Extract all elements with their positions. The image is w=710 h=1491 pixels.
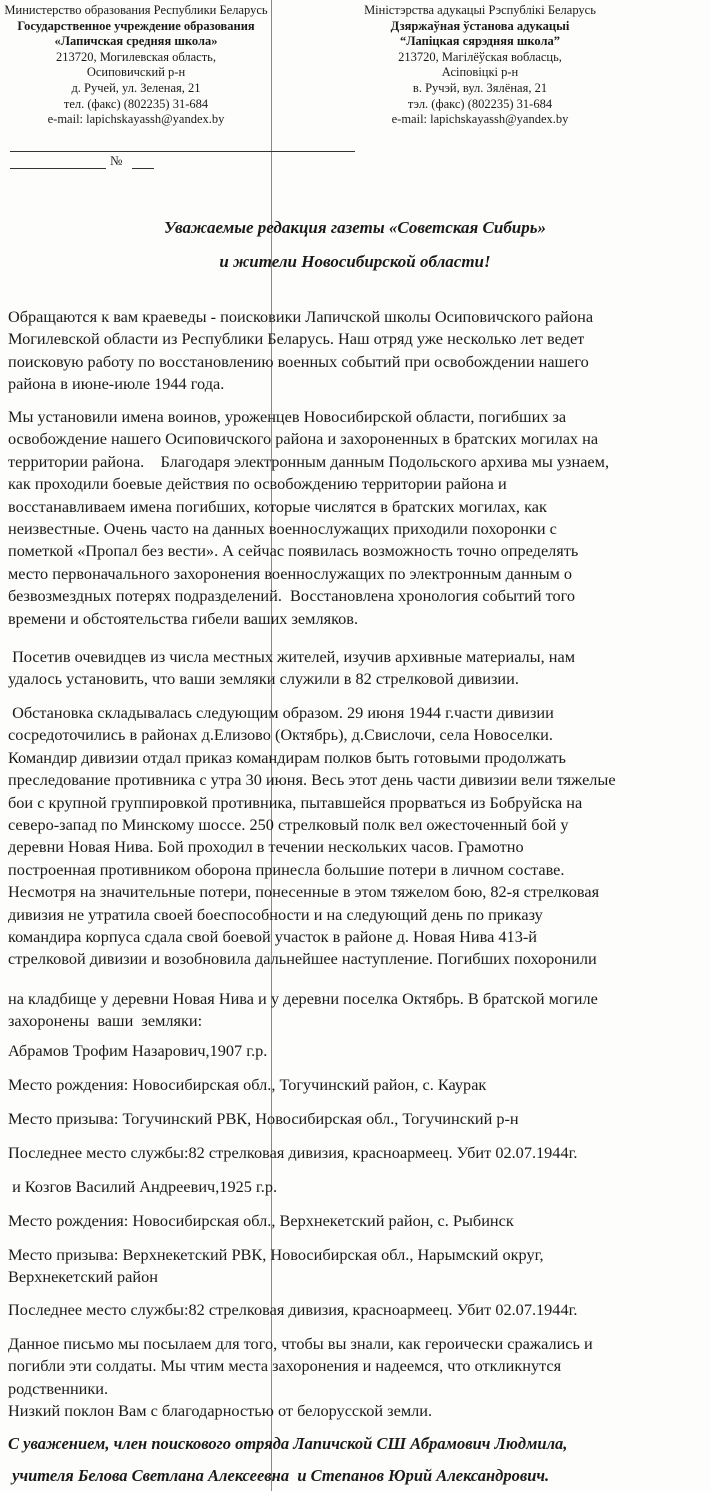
- soldier-1-name: [8, 1040, 708, 1062]
- text-line: захоронены ваши земляки:: [8, 1011, 203, 1031]
- text-line: Место рождения: Новосибирская обл., Тогучинский район, с. Каурак: [8, 1075, 487, 1094]
- text-line: Мы установили имена воинов, уроженцев Новосибирской области, погибших за: [8, 407, 567, 426]
- letterhead-left-russian: [0, 3, 272, 128]
- soldier-2-name: [8, 1176, 708, 1198]
- text-line: Обращаются к вам краеведы - поисковики Лапичской школы Осиповичского района: [8, 307, 594, 326]
- text-line: времени и обстоятельства гибели ваших земляков.: [8, 608, 359, 628]
- soldier-2-draft: [8, 1244, 708, 1289]
- institution-type-by: Дзяржаўная ўстанова адукацыi: [390, 18, 570, 33]
- text-line: территории района. Благодаря электронным данным Подольского архива мы узнаем,: [8, 451, 610, 471]
- text-line: безвозмездных потерях подразделений. Восстановлена хронология событий того: [8, 586, 576, 606]
- text-line: освобождение нашего Осиповичского района и захороненных в братских могилах на: [8, 429, 599, 449]
- ministry-name: Министерство образования Республики Беларусь: [4, 3, 268, 17]
- text-line: Данное письмо мы посылаем для того, чтобы вы знали, как героически сражались и: [8, 1334, 593, 1353]
- street-address: д. Ручей, ул. Зеленая, 21: [71, 80, 201, 95]
- ministry-name-by: Мiнiстэрства адукацыi Рэспублiкi Беларусь: [364, 3, 596, 17]
- text-line: восстанавливаем имена погибших, которые числятся в братских могилах, как: [8, 496, 547, 516]
- text-line: Командир дивизии отдал приказ командирам полков быть готовыми продолжать: [8, 747, 566, 767]
- district: Осиповичский р-н: [86, 65, 186, 80]
- text-line: Место призыва: Тогучинский РВК, Новосибирская обл., Тогучинский р-н: [8, 1109, 519, 1128]
- text-line: бои с крупной группировкой противника, пытавшейся прорваться из Бобруйска на: [8, 792, 583, 812]
- text-line: построенная противником оборона принесла большие потери в личном составе.: [8, 859, 565, 879]
- text-line: поисковую работу по восстановлению военных событий при освобождении нашего: [8, 351, 589, 371]
- text-line: неизвестные. Очень часто на данных военнослужащих приходили похоронки с: [8, 519, 557, 539]
- soldier-2-birthplace: [8, 1210, 708, 1232]
- ref-number-line: [132, 168, 154, 169]
- title-line-2: и жители Новосибирской области!: [219, 252, 491, 271]
- paragraph-closing: [8, 1333, 708, 1423]
- phone-fax-by: тэл. (факс) (802235) 31-684: [407, 96, 553, 111]
- text-line: Могилевской области из Республики Беларусь. Наш отряд уже несколько лет ведет: [8, 329, 585, 349]
- soldier-1-draft: [8, 1108, 708, 1130]
- postal-region: 213720, Могилевская область,: [55, 49, 216, 64]
- soldier-1-service: [8, 1142, 708, 1164]
- text-line: Несмотря на значительные потери, понесенные в этом тяжелом бою, 82-я стрелковая: [8, 882, 600, 902]
- text-line: на кладбище у деревни Новая Нива и у деревни поселка Октябрь. В братской могиле: [8, 989, 598, 1008]
- title-line-1: Уважаемые редакция газеты «Советская Сибирь»: [163, 218, 547, 237]
- text-line: как проходили боевые действия по освобождению территории района и: [8, 474, 507, 494]
- institution-type: Государственное учреждение образования: [17, 18, 255, 33]
- text-line: сосредоточились в районах д.Елизово (Октябрь), д.Свислочи, села Новоселки.: [8, 725, 553, 745]
- text-line: северо-запад по Минскому шоссе. 250 стрелковый полк вел ожесточенный бой у: [8, 815, 569, 835]
- text-line: Абрамов Трофим Назарович,1907 г.р.: [8, 1041, 268, 1060]
- text-line: командира корпуса сдала свой боевой участок в районе д. Новая Нива 413-й: [8, 927, 537, 947]
- text-line: и Козгов Василий Андреевич,1925 г.р.: [8, 1177, 278, 1196]
- street-address-by: в. Ручэй, вул. Зялёная, 21: [412, 80, 548, 95]
- text-line: Последнее место службы:82 стрелковая дивизия, красноармеец. Убит 02.07.1944г.: [8, 1143, 578, 1162]
- text-line: дивизия не утратила своей боеспособности и на следующий день по приказу: [8, 904, 543, 924]
- paragraph-witnesses: [8, 646, 708, 691]
- text-line: место первоначального захоронения военнослужащих по электронным данным о: [8, 563, 573, 583]
- ref-number-label: №: [110, 153, 123, 168]
- school-name-by: “Лапiцкая сярэдняя школа”: [399, 34, 561, 49]
- soldier-2-service: [8, 1299, 708, 1321]
- text-line: пометкой «Пропал без вести». А сейчас появилась возможность точно определять: [8, 541, 579, 561]
- paragraph-intro: [8, 306, 708, 396]
- text-line: Обстановка складывалась следующим образом. 29 июня 1944 г.части дивизии: [8, 703, 554, 722]
- paragraph-names-established: [8, 406, 708, 630]
- text-line: Низкий поклон Вам с благодарностью от белорусской земли.: [8, 1401, 433, 1421]
- text-line: удалось установить, что ваши земляки служили в 82 стрелковой дивизии.: [8, 669, 519, 689]
- paragraph-burial: [8, 988, 708, 1033]
- district-by: Асiповiцкi р-н: [441, 65, 519, 80]
- text-line: преследование противника с утра 30 июня. Весь этот день части дивизии вели тяжелые: [8, 770, 616, 790]
- ref-date-line: [10, 168, 106, 169]
- text-line: стрелковой дивизии и возобновила дальнейшее наступление. Погибших похоронили: [8, 949, 597, 969]
- text-line: родственники.: [8, 1378, 109, 1398]
- phone-fax: тел. (факс) (802235) 31-684: [63, 96, 209, 111]
- text-line: Последнее место службы:82 стрелковая дивизия, красноармеец. Убит 02.07.1944г.: [8, 1300, 578, 1319]
- soldier-1-birthplace: [8, 1074, 708, 1096]
- paragraph-battle: [8, 702, 708, 971]
- text-line: района в июне-июле 1944 года.: [8, 374, 225, 394]
- signature-line-2: учителя Белова Светлана Алексеевна и Степанов Юрий Александрович.: [8, 1466, 550, 1485]
- email: e-mail: lapichskayassh@yandex.by: [47, 112, 225, 127]
- text-line: Место призыва: Верхнекетский РВК, Новосибирская обл., Нарымский округ,: [8, 1245, 544, 1264]
- text-line: Посетив очевидцев из числа местных жителей, изучив архивные материалы, нам: [8, 647, 576, 666]
- letterhead-right-belarusian: [305, 3, 655, 128]
- date-line: [10, 151, 355, 152]
- school-name: «Лапичская средняя школа»: [54, 34, 218, 49]
- text-line: Верхнекетский район: [8, 1267, 158, 1287]
- text-line: деревни Новая Нива. Бой проходил в течении нескольких часов. Грамотно: [8, 837, 524, 857]
- text-line: погибли эти солдаты. Мы чтим места захоронения и надеемся, что откликнутся: [8, 1356, 562, 1376]
- signature-line-1: С уважением, член поискового отряда Лапичской СШ Абрамович Людмила,: [8, 1434, 568, 1453]
- email-by: e-mail: lapichskayassh@yandex.by: [391, 112, 569, 127]
- postal-region-by: 213720, Магiлёўская вобласць,: [398, 49, 562, 64]
- text-line: Место рождения: Новосибирская обл., Верхнекетский район, с. Рыбинск: [8, 1211, 514, 1230]
